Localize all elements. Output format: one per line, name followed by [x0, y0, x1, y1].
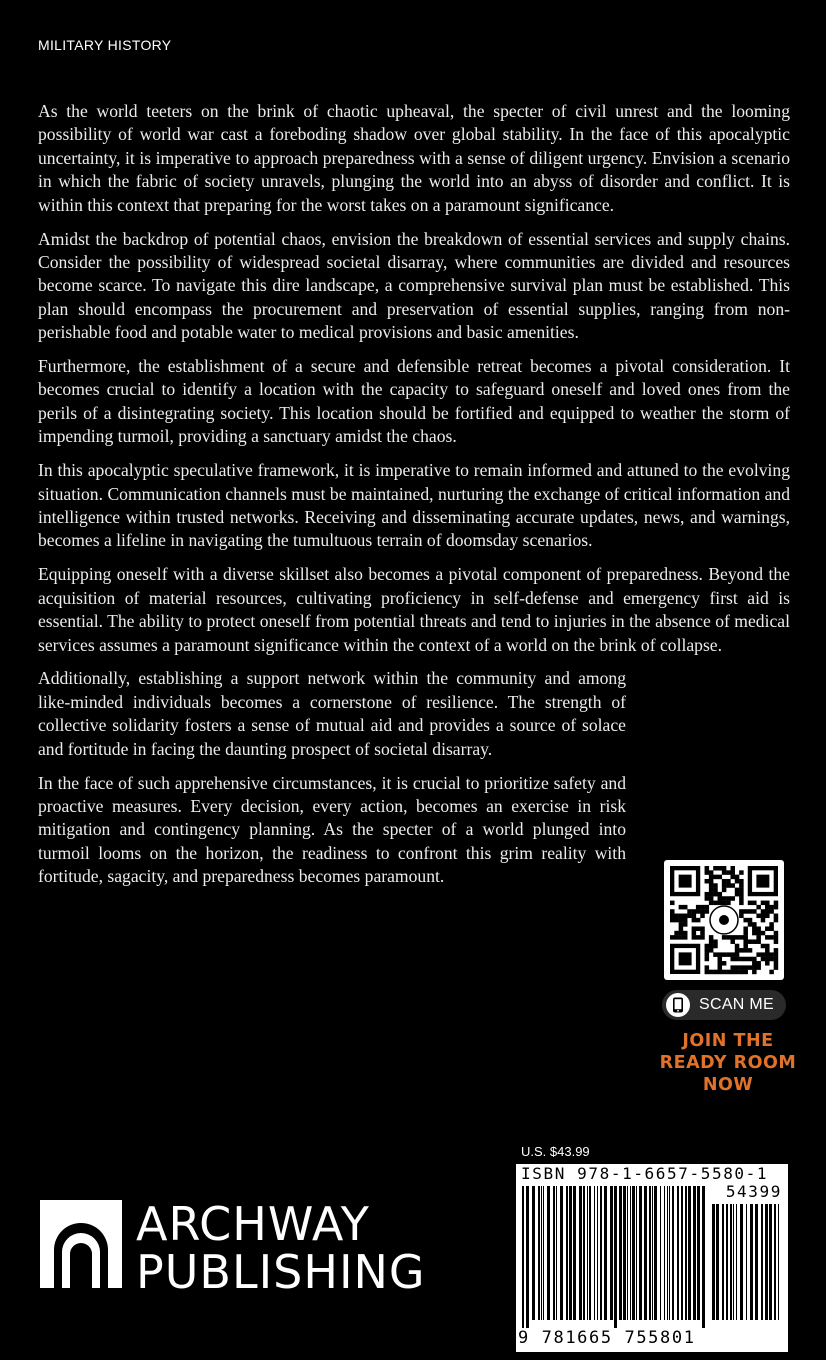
ean-barcode-bars: [522, 1186, 708, 1328]
blurb-paragraph: Equipping oneself with a diverse skillset also becomes a pivotal component of preparedness. Beyond the acquisition of material resources, cultivating proficiency in self-defense and emergency first aid is essential. The ability to protect oneself from potential threats and tend to injuries in the absence of medical services assumes a paramount significance within the context of a world on the brink of collapse.: [38, 564, 790, 655]
phone-icon: [666, 993, 690, 1017]
blurb-paragraph: Amidst the backdrop of potential chaos, envision the breakdown of essential services and supply chains. Consider the possibility of widespread societal disarray, where communities are divided and resources become scarce. To navigate this dire landscape, a comprehensive survival plan must be established. This plan should encompass the procurement and preservation of essential supplies, ranging from non-perishable food and potable water to medical provisions and basic amenities.: [38, 228, 790, 343]
publisher-name-line1: ARCHWAY: [136, 1197, 370, 1251]
retail-price: U.S. $43.99: [521, 1144, 590, 1159]
qr-float-spacer: [634, 667, 792, 847]
addon-barcode-bars: [712, 1204, 782, 1328]
cta-line: NOW: [702, 1075, 754, 1095]
price-code-text: 54399: [725, 1182, 782, 1201]
blurb-paragraph: In this apocalyptic speculative framework, it is imperative to remain informed and attuned to the evolving situation. Communication channels must be maintained, nurturing the exchange of critical information and intelligence within trusted networks. Receiving and disseminating accurate updates, news, and warnings, becomes a lifeline in navigating the tumultuous terrain of doomsday scenarios.: [38, 460, 790, 551]
blurb-paragraph: Furthermore, the establishment of a secure and defensible retreat becomes a pivotal consideration. It becomes crucial to identify a location with the capacity to safeguard oneself and loved ones from the perils of a disintegrating society. This location should be fortified and equipped to weather the storm of impending turmoil, providing a sanctuary amidst the chaos.: [38, 356, 790, 447]
blurb-paragraph: In the face of such apprehensive circumstances, it is crucial to prioritize safety and proactive measures. Every decision, every action, becomes an exercise in risk mitigation and contingency planning. As the specter of a world plunged into turmoil looms on the horizon, the readiness to confront this grim reality with fortitude, sagacity, and preparedness becomes paramount.: [38, 772, 626, 887]
blurb-paragraph: Additionally, establishing a support network within the community and among like-minded individuals becomes a cornerstone of resilience. The strength of collective solidarity fosters a sense of mutual aid and provides a source of solace and fortitude in facing the daunting prospect of societal disarray.: [38, 668, 626, 759]
barcode-number: 9 781665 755801: [518, 1328, 696, 1348]
isbn-text: ISBN 978-1-6657-5580-1: [521, 1164, 769, 1183]
cta-line: READY ROOM: [659, 1053, 797, 1073]
isbn-barcode: [516, 1164, 788, 1352]
cta-line: JOIN THE: [682, 1031, 774, 1051]
qr-code-icon: [664, 860, 784, 980]
join-ready-room-cta: [640, 1030, 816, 1096]
blurb-paragraph: As the world teeters on the brink of chaotic upheaval, the specter of civil unrest and the looming possibility of world war cast a foreboding shadow over global stability. In the face of this apocalyptic uncertainty, it is imperative to approach preparedness with a sense of diligent urgency. Envision a scenario in which the fabric of society unravels, plunging the world into an abyss of disorder and conflict. It is within this context that preparing for the worst takes on a paramount significance.: [38, 101, 790, 215]
scan-me-label: SCAN ME: [699, 996, 774, 1013]
back-cover-blurb: [38, 100, 790, 899]
qr-code[interactable]: [664, 860, 784, 980]
scan-me-badge: [662, 990, 786, 1020]
publisher-name-line2: PUBLISHING: [136, 1245, 426, 1299]
category-label: MILITARY HISTORY: [38, 37, 172, 53]
archway-arch-icon: [40, 1200, 122, 1288]
publisher-logo: [40, 1197, 426, 1299]
